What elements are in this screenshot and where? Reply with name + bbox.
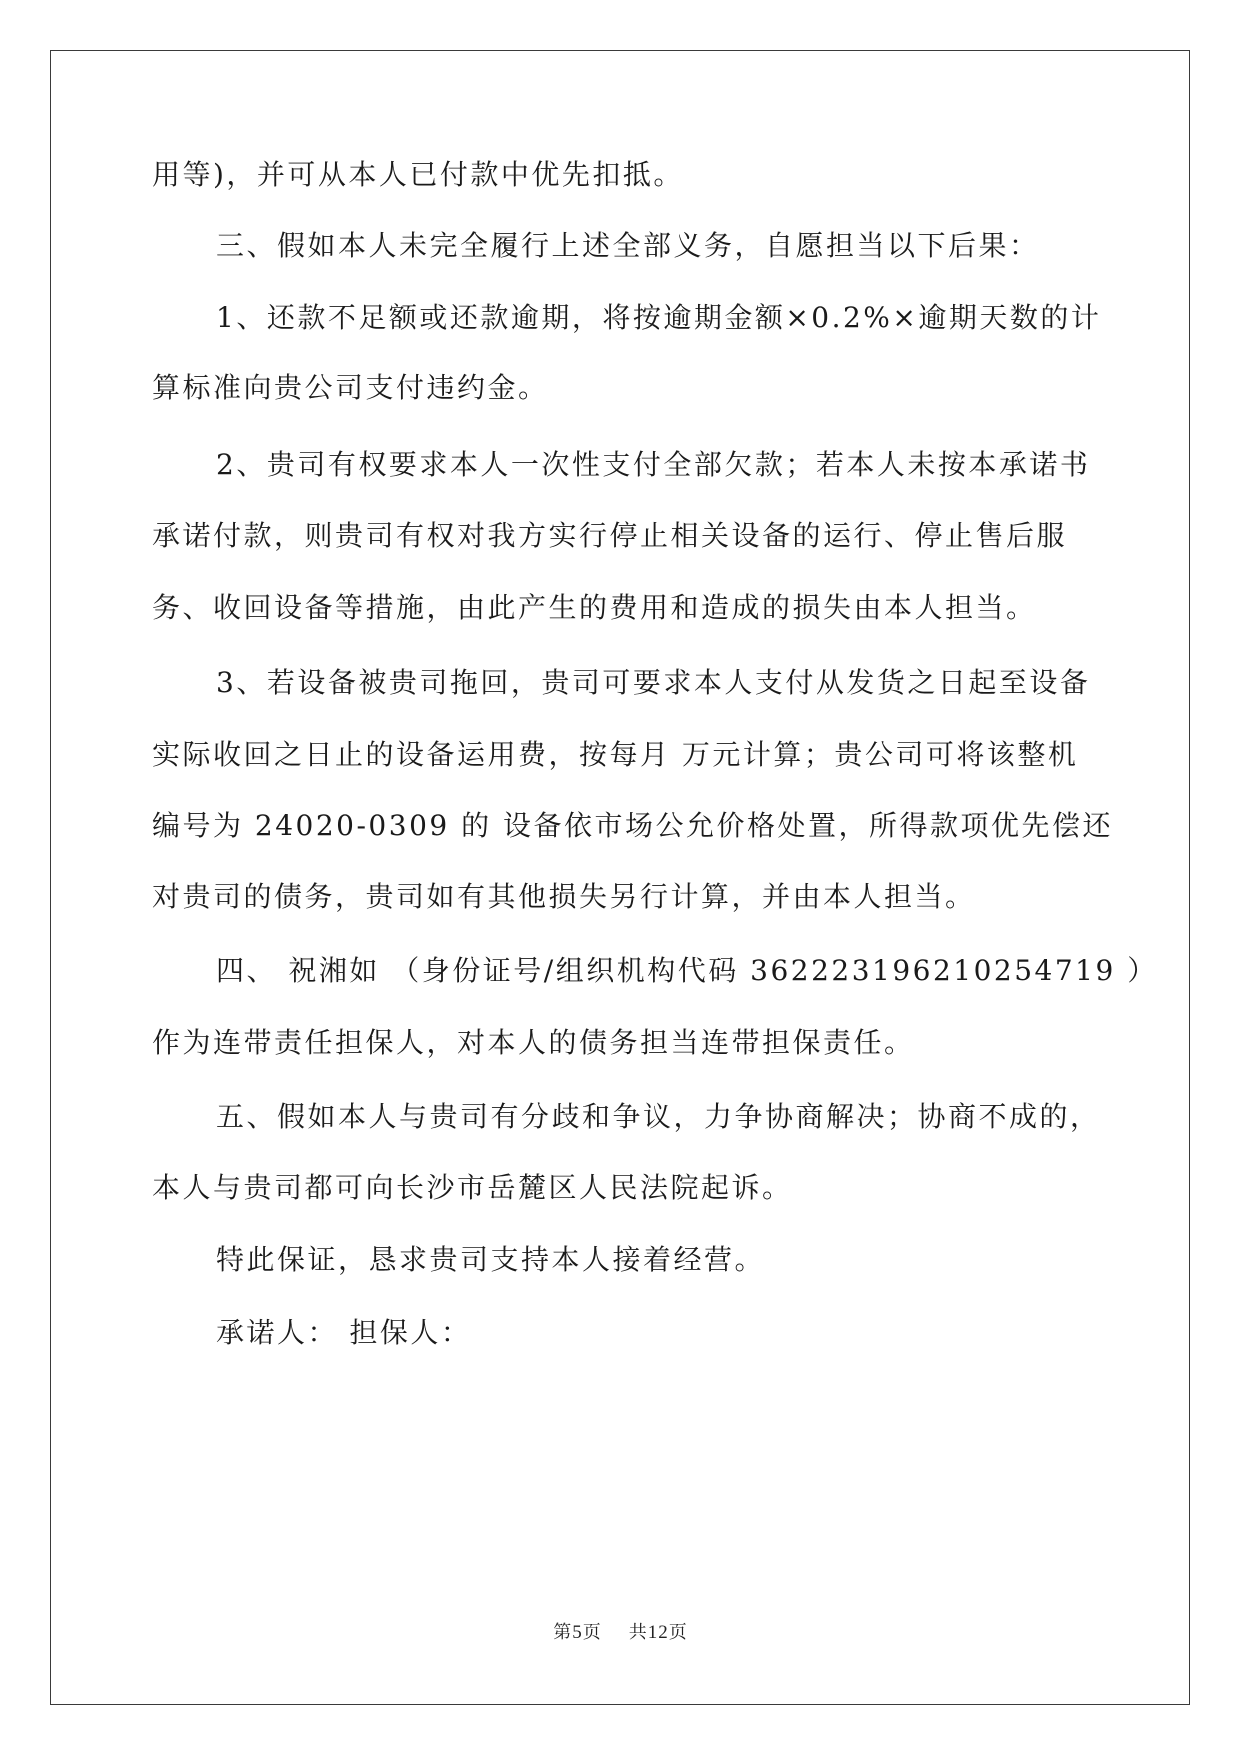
total-pages: 12	[647, 1622, 669, 1643]
paragraph-line: 务、收回设备等措施，由此产生的费用和造成的损失由本人担当。	[152, 591, 1037, 624]
paragraph-line: 承诺付款，则贵司有权对我方实行停止相关设备的运行、停止售后服	[152, 519, 1068, 552]
paragraph-line: 2、贵司有权要求本人一次性支付全部欠款；若本人未按本承诺书	[216, 448, 1091, 481]
paragraph-line: 作为连带责任担保人，对本人的债务担当连带担保责任。	[152, 1026, 915, 1059]
paragraph-line: 算标准向贵公司支付违约金。	[152, 371, 549, 404]
paragraph-line: 四、 祝湘如 （身份证号/组织机构代码 362223196210254719 ）	[216, 954, 1158, 987]
paragraph-line: 本人与贵司都可向长沙市岳麓区人民法院起诉。	[152, 1171, 793, 1204]
signature-line: 承诺人： 担保人：	[216, 1316, 472, 1349]
total-label-suffix: 页	[668, 1622, 688, 1643]
paragraph-line: 1、还款不足额或还款逾期，将按逾期金额×0.2%×逾期天数的计	[216, 301, 1102, 334]
paragraph-line: 3、若设备被贵司拖回，贵司可要求本人支付从发货之日起至设备	[216, 666, 1091, 699]
page-label-suffix: 页	[582, 1622, 602, 1643]
paragraph-line: 特此保证，恳求贵司支持本人接着经营。	[216, 1243, 766, 1276]
page-label-prefix: 第	[553, 1622, 573, 1643]
total-label-prefix: 共	[628, 1622, 648, 1643]
paragraph-line: 用等)，并可从本人已付款中优先扣抵。	[152, 158, 684, 191]
paragraph-line: 五、假如本人与贵司有分歧和争议，力争协商解决；协商不成的，	[216, 1100, 1101, 1133]
paragraph-line: 对贵司的债务，贵司如有其他损失另行计算，并由本人担当。	[152, 880, 976, 913]
page-footer	[0, 1618, 1241, 1644]
paragraph-line: 实际收回之日止的设备运用费，按每月 万元计算；贵公司可将该整机	[152, 738, 1079, 771]
paragraph-line: 三、假如本人未完全履行上述全部义务，自愿担当以下后果：	[216, 229, 1040, 262]
paragraph-line: 编号为 24020-0309 的 设备依市场公允价格处置，所得款项优先偿还	[152, 809, 1113, 842]
page-number: 5	[572, 1622, 583, 1643]
